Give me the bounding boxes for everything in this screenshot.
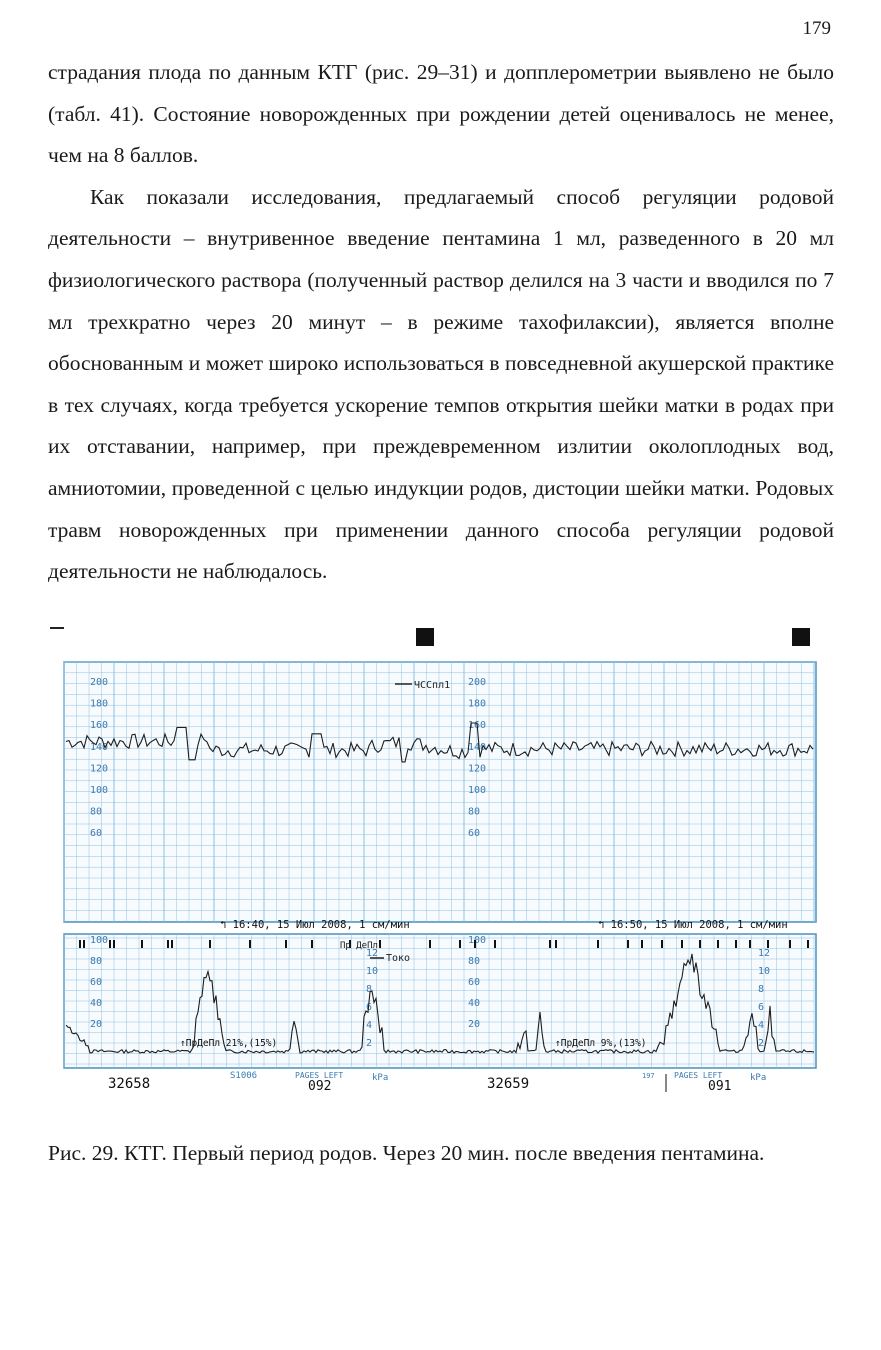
time-mark-2: ↰ 16:50, 15 Июл 2008, 1 см/мин — [598, 919, 788, 931]
kpa-scale-label: 2 — [366, 1038, 373, 1049]
counter-right: 32659 — [487, 1076, 530, 1092]
fhr-tick-label: 180 — [90, 698, 109, 710]
unit-kpa-2: kPa — [750, 1073, 767, 1083]
unit-kpa-1: kPa — [372, 1073, 389, 1083]
fhr-tick-label: 60 — [468, 828, 481, 840]
time-mark-1: ↰ 16:40, 15 Июл 2008, 1 см/мин — [220, 919, 410, 931]
annotation-2: ↑ПрДеПл 9%,(13%) — [555, 1038, 647, 1049]
fhr-tick-label: 120 — [90, 763, 109, 775]
fhr-tick-label: 200 — [90, 677, 109, 688]
fhr-tick-label: 140 — [90, 741, 109, 753]
pages-left-label-2: PAGES LEFT — [674, 1071, 723, 1080]
fhr-tick-label: 160 — [468, 720, 487, 732]
figure-caption: Рис. 29. КТГ. Первый период родов. Через 20 мин. после введения пентамина. — [48, 1141, 765, 1165]
fhr-tick-label: 200 — [468, 677, 487, 688]
kpa-scale-label: 4 — [758, 1020, 765, 1031]
fhr-tick-label: 80 — [468, 806, 481, 818]
registration-mark — [792, 628, 810, 646]
page-number: 179 — [802, 18, 831, 39]
fhr-tick-label: 100 — [468, 785, 487, 796]
pages-left-label-1: PAGES LEFT — [295, 1071, 344, 1080]
toco-annotation: Пр ДеПл — [340, 941, 378, 951]
fhr-tick-label: 100 — [90, 785, 109, 796]
fhr-tick-label: 60 — [90, 828, 103, 840]
toco-tick-label: 40 — [468, 998, 481, 1009]
body-text — [48, 52, 834, 593]
fhr-tick-label: 160 — [90, 720, 109, 732]
kpa-scale-label: 4 — [366, 1020, 373, 1031]
kpa-scale-label: 2 — [758, 1038, 765, 1049]
toco-tick-label: 20 — [90, 1019, 103, 1030]
toco-tick-label: 40 — [90, 998, 103, 1009]
fhr-legend: ЧССпл1 — [414, 680, 451, 691]
kpa-scale-label: 6 — [366, 1002, 373, 1013]
toco-tick-label: 20 — [468, 1019, 481, 1030]
pages-left-1: 092 — [308, 1079, 332, 1094]
toco-tick-label: 80 — [90, 956, 103, 967]
paragraph-1: страдания плода по данным КТГ (рис. 29–31) и допплерометрии выявлено не было (табл. 41). Состояние новорожденных при рождении детей оценивалось не менее, чем на 8 баллов. — [48, 60, 834, 168]
code-left: S1006 — [230, 1071, 258, 1081]
kpa-scale-label: 6 — [758, 1002, 765, 1013]
registration-mark — [416, 628, 434, 646]
toco-panel — [64, 934, 816, 1068]
toco-tick-label: 60 — [90, 977, 103, 988]
kpa-scale-label: 12 — [366, 948, 379, 959]
pages-left-2: 091 — [708, 1079, 732, 1094]
fhr-tick-label: 180 — [468, 698, 487, 710]
counter-left: 32658 — [108, 1076, 151, 1092]
toco-legend: Токо — [386, 953, 411, 964]
kpa-scale-label: 8 — [366, 984, 373, 995]
fhr-panel — [64, 662, 816, 922]
kpa-scale-label: 10 — [758, 966, 771, 977]
toco-tick-label: 60 — [468, 977, 481, 988]
kpa-scale-label: 10 — [366, 966, 379, 977]
fhr-tick-label: 80 — [90, 806, 103, 818]
toco-tick-label: 100 — [468, 935, 487, 946]
fhr-tick-label: 120 — [468, 763, 487, 775]
paragraph-2: Как показали исследования, предлагаемый способ регуляции родовой деятельности – внутривенное введение пентамина 1 мл, разведенного в 20 мл физиологического раствора (полученный раствор делился на 3 части и вводился по 7 мл трехкратно через 20 минут – в режиме тахофилаксии), является вполне обоснованным и может широко использоваться в повседневной акушерской практике в тех случаях, когда требуется ускорение темпов открытия шейки матки в родах при их отставании, например, при преждевременном излитии околоплодных вод, амниотомии, проведенной с целью индукции родов, дистоции шейки матки. Родовых травм новорожденных при применении данного способа регуляции родовой деятельности не наблюдалось. — [48, 184, 834, 584]
fhr-tick-label: 140 — [468, 741, 487, 753]
annotation-1: ↑ПрДеПл 21%,(15%) — [180, 1038, 278, 1049]
toco-tick-label: 80 — [468, 956, 481, 967]
ctg-recording-image — [50, 622, 830, 1104]
kpa-scale-label: 8 — [758, 984, 765, 995]
toco-tick-label: 100 — [90, 935, 109, 946]
small-code: 197 — [642, 1072, 655, 1080]
kpa-scale-label: 12 — [758, 948, 771, 959]
